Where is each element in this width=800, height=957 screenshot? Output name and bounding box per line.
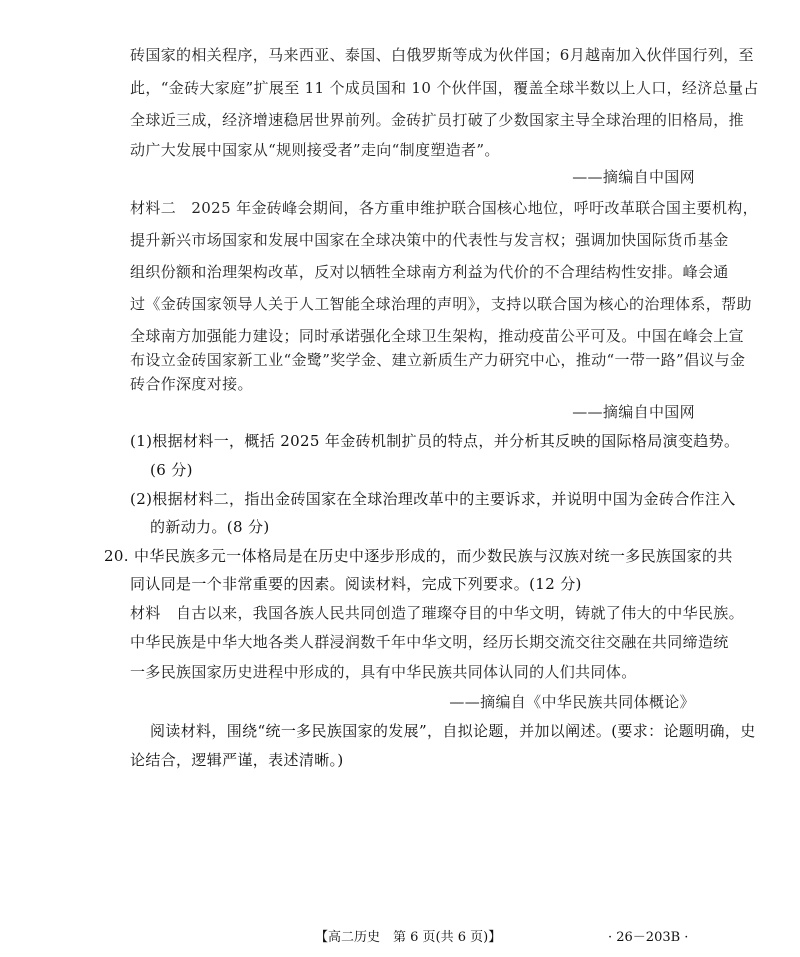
paper-code: · 26－203B ·	[608, 930, 689, 945]
question-2-line-2: 的新动力。(8 分)	[150, 518, 270, 536]
material1-line-3: 全球近三成，经济增速稳居世界前列。金砖扩员打破了少数国家主导全球治理的旧格局，推	[130, 111, 745, 129]
q20-material-source: ——摘编自《中华民族共同体概论》	[449, 693, 695, 711]
material2-line-7: 砖合作深度对接。	[130, 375, 253, 393]
material1-source: ——摘编自中国网	[572, 168, 695, 186]
material2-line-6: 布设立金砖国家新工业“金鹭”奖学金、建立新质生产力研究中心，推动“一带一路”倡议与金	[130, 351, 746, 369]
question-2-line-1: (2)根据材料二，指出金砖国家在全球治理改革中的主要诉求，并说明中国为金砖合作注入	[130, 490, 736, 508]
material1-line-1: 砖国家的相关程序，马来西亚、泰国、白俄罗斯等成为伙伴国；6月越南加入伙伴国行列，至	[130, 46, 754, 64]
material1-line-4: 动广大发展中国家从“规则接受者”走向“制度塑造者”。	[130, 141, 500, 159]
question-20-line-2: 同认同是一个非常重要的因素。阅读材料，完成下列要求。(12 分)	[130, 575, 582, 593]
material2-line-3: 组织份额和治理架构改革，反对以牺牲全球南方利益为代价的不合理结构性安排。峰会通	[130, 263, 729, 281]
q20-material-line-3: 一多民族国家历史进程中形成的，具有中华民族共同体认同的人们共同体。	[130, 663, 637, 681]
material2-line-5: 全球南方加强能力建设；同时承诺强化全球卫生架构，推动疫苗公平可及。中国在峰会上宣	[130, 327, 745, 345]
q20-task-line-1: 阅读材料，围绕“统一多民族国家的发展”，自拟论题，并加以阐述。(要求：论题明确，史	[150, 722, 756, 740]
q20-material-line-2: 中华民族是中华大地各类人群浸润数千年中华文明，经历长期交流交往交融在共同缔造统	[130, 633, 729, 651]
material2-source: ——摘编自中国网	[572, 403, 695, 421]
question-1-line-1: (1)根据材料一，概括 2025 年金砖机制扩员的特点，并分析其反映的国际格局演变趋势。	[130, 432, 740, 450]
question-1-line-2: (6 分)	[150, 461, 193, 479]
material2-line-4: 过《金砖国家领导人关于人工智能全球治理的声明》，支持以联合国为核心的治理体系，帮助	[130, 295, 752, 313]
question-20-line-1: 20. 中华民族多元一体格局是在历史中逐步形成的，而少数民族与汉族对统一多民族国家的共	[104, 547, 733, 565]
q20-task-line-2: 论结合，逻辑严谨，表述清晰。)	[130, 751, 344, 769]
material1-line-2: 此，“金砖大家庭”扩展至 11 个成员国和 10 个伙伴国，覆盖全球半数以上人口，经济总量占	[130, 79, 759, 97]
material2-line-1: 材料二 2025 年金砖峰会期间，各方重申维护联合国核心地位，呼吁改革联合国主要机构，	[130, 199, 758, 217]
material2-line-2: 提升新兴市场国家和发展中国家在全球决策中的代表性与发言权；强调加快国际货币基金	[130, 231, 729, 249]
q20-material-line-1: 材料 自古以来，我国各族人民共同创造了璀璨夺目的中华文明，铸就了伟大的中华民族。	[130, 604, 745, 622]
page-footer-label: 【高二历史 第 6 页(共 6 页)】	[315, 930, 502, 945]
